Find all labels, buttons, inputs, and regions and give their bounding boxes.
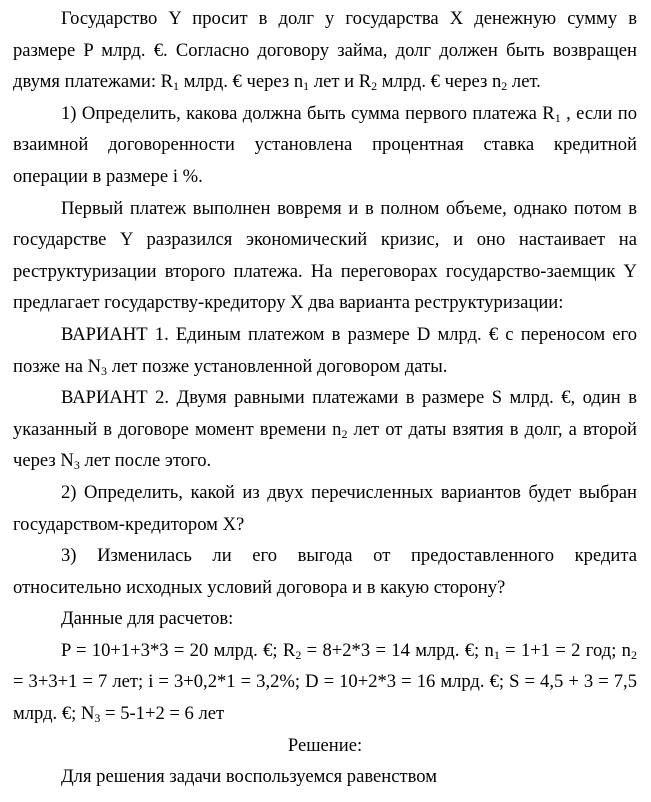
variant-2-paragraph <box>13 382 637 477</box>
data-text-4: = 3+3+1 = 7 лет; i = 3+0,2*1 = 3,2%; D = 10+2*3 = 16 млрд. €; S = 4,5 + 3 = 7,5 млрд. €; N <box>13 671 637 725</box>
data-text-3: = 1+1 = 2 год; n <box>499 639 631 661</box>
subscript: 2 <box>371 79 378 94</box>
problem-intro-paragraph <box>13 3 637 98</box>
question-1-text-1: 1) Определить, какова должна быть сумма первого платежа R <box>61 102 555 124</box>
variant-2-text-1: ВАРИАНТ 2. Двумя равными платежами в размере S млрд. €, один в указанный в договоре момент времени n <box>13 387 637 440</box>
subscript: 2 <box>295 647 302 662</box>
subscript: 3 <box>73 458 80 473</box>
subscript: 2 <box>630 647 637 662</box>
solution-first-line: Для решения задачи воспользуемся равенством <box>61 766 437 788</box>
intro-text-2: млрд. € через n <box>179 71 304 93</box>
intro-text-3: лет и R <box>309 71 372 93</box>
subscript: 3 <box>94 711 101 726</box>
subscript: 1 <box>303 79 310 94</box>
variant-2-text-3: лет после этого. <box>79 450 212 472</box>
calculation-data-paragraph <box>13 635 637 730</box>
data-text-1: P = 10+1+3*3 = 20 млрд. €; R <box>61 639 296 661</box>
data-text-2: = 8+2*3 = 14 млрд. €; n <box>301 639 494 661</box>
variant-2-text-2: лет от даты взятия в долг, а второй через N <box>13 418 637 472</box>
variant-1-text-2: лет позже установленной договором даты. <box>107 355 448 377</box>
subscript: 2 <box>341 426 348 441</box>
intro-text-5: лет. <box>507 71 541 93</box>
crisis-paragraph: Первый платеж выполнен вовремя и в полном объеме, однако потом в государстве Y разразился экономический кризис, и оно настаивает на реструктуризации второго платежа. На переговорах государство-заемщик Y предлагает государству-кредитору X два варианта реструктуризации: <box>13 197 637 314</box>
subscript: 1 <box>554 110 561 125</box>
intro-text-1: Государство Y просит в долг у государства X денежную сумму в размере P млрд. €. Согласно договору займа, долг должен быть возвращен двумя платежами: R <box>13 8 637 93</box>
subscript: 2 <box>501 79 508 94</box>
data-heading: Данные для расчетов: <box>61 608 234 630</box>
document-page <box>13 0 637 793</box>
subscript: 3 <box>101 363 108 378</box>
variant-1-paragraph <box>13 319 637 382</box>
subscript: 1 <box>173 79 180 94</box>
question-2-paragraph: 2) Определить, какой из двух перечисленных вариантов будет выбран государством-кредитором X? <box>13 481 637 535</box>
solution-heading: Решение: <box>287 734 363 756</box>
variant-1-text-1: ВАРИАНТ 1. Единым платежом в размере D млрд. € с переносом его позже на N <box>13 323 637 377</box>
question-1-paragraph <box>13 98 637 193</box>
question-3-paragraph: 3) Изменилась ли его выгода от предоставленного кредита относительно исходных условий договора и в какую сторону? <box>13 545 637 598</box>
question-1-text-2: , если по взаимной договоренности установлена процентная ставка кредитной операции в размере i %. <box>13 102 637 187</box>
intro-text-4: млрд. € через n <box>377 71 502 93</box>
subscript: 1 <box>493 647 500 662</box>
data-text-5: = 5-1+2 = 6 лет <box>100 703 225 725</box>
